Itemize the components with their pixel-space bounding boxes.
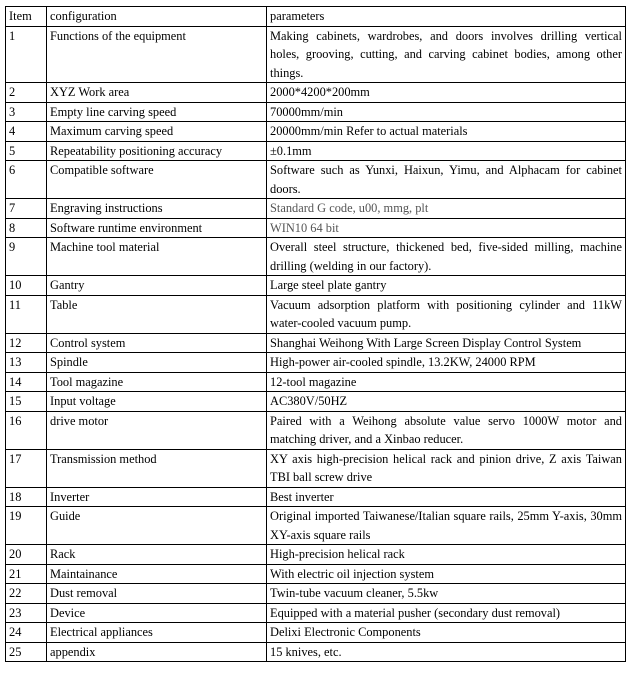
configuration-cell: Inverter: [47, 487, 267, 507]
item-number-cell: 7: [6, 199, 47, 219]
parameters-cell: Paired with a Weihong absolute value servo 1000W motor and matching driver, and a Xinbao reducer.: [267, 411, 626, 449]
header-configuration: configuration: [47, 7, 267, 27]
item-number-cell: 3: [6, 102, 47, 122]
parameters-cell: 70000mm/min: [267, 102, 626, 122]
configuration-cell: Engraving instructions: [47, 199, 267, 219]
parameters-cell: With electric oil injection system: [267, 564, 626, 584]
table-row: [6, 218, 626, 238]
parameters-cell: 20000mm/min Refer to actual materials: [267, 122, 626, 142]
parameters-cell: Shanghai Weihong With Large Screen Display Control System: [267, 333, 626, 353]
table-row: [6, 507, 626, 545]
table-row: [6, 449, 626, 487]
parameters-cell: Best inverter: [267, 487, 626, 507]
table-row: [6, 392, 626, 412]
table-row: [6, 353, 626, 373]
parameters-cell: Large steel plate gantry: [267, 276, 626, 296]
configuration-cell: appendix: [47, 642, 267, 662]
table-row: [6, 411, 626, 449]
item-number-cell: 12: [6, 333, 47, 353]
table-row: [6, 276, 626, 296]
parameters-cell: Software such as Yunxi, Haixun, Yimu, and Alphacam for cabinet doors.: [267, 161, 626, 199]
parameters-cell: ±0.1mm: [267, 141, 626, 161]
table-row: [6, 26, 626, 83]
configuration-cell: Functions of the equipment: [47, 26, 267, 83]
table-header-row: [6, 7, 626, 27]
table-row: [6, 122, 626, 142]
item-number-cell: 15: [6, 392, 47, 412]
configuration-cell: Compatible software: [47, 161, 267, 199]
table-row: [6, 372, 626, 392]
configuration-cell: drive motor: [47, 411, 267, 449]
table-row: [6, 487, 626, 507]
header-item: Item: [6, 7, 47, 27]
item-number-cell: 9: [6, 238, 47, 276]
configuration-cell: XYZ Work area: [47, 83, 267, 103]
item-number-cell: 20: [6, 545, 47, 565]
configuration-cell: Input voltage: [47, 392, 267, 412]
configuration-cell: Rack: [47, 545, 267, 565]
parameters-cell: Making cabinets, wardrobes, and doors involves drilling vertical holes, grooving, cutting, and carving cabinet bodies, among other things.: [267, 26, 626, 83]
parameters-cell: High-precision helical rack: [267, 545, 626, 565]
configuration-cell: Device: [47, 603, 267, 623]
configuration-cell: Tool magazine: [47, 372, 267, 392]
item-number-cell: 4: [6, 122, 47, 142]
table-body: [6, 26, 626, 662]
table-row: [6, 603, 626, 623]
table-row: [6, 83, 626, 103]
table-row: [6, 564, 626, 584]
item-number-cell: 11: [6, 295, 47, 333]
parameters-cell: Twin-tube vacuum cleaner, 5.5kw: [267, 584, 626, 604]
parameters-cell: Overall steel structure, thickened bed, five-sided milling, machine drilling (welding in our factory).: [267, 238, 626, 276]
parameters-cell: Standard G code, u00, mmg, plt: [267, 199, 626, 219]
table-row: [6, 642, 626, 662]
spec-table: [5, 6, 626, 662]
item-number-cell: 2: [6, 83, 47, 103]
parameters-cell: 15 knives, etc.: [267, 642, 626, 662]
item-number-cell: 8: [6, 218, 47, 238]
table-row: [6, 623, 626, 643]
item-number-cell: 18: [6, 487, 47, 507]
configuration-cell: Maximum carving speed: [47, 122, 267, 142]
parameters-cell: Equipped with a material pusher (secondary dust removal): [267, 603, 626, 623]
item-number-cell: 22: [6, 584, 47, 604]
configuration-cell: Software runtime environment: [47, 218, 267, 238]
table-row: [6, 199, 626, 219]
parameters-cell: Original imported Taiwanese/Italian square rails, 25mm Y-axis, 30mm XY-axis square rails: [267, 507, 626, 545]
table-row: [6, 238, 626, 276]
header-parameters: parameters: [267, 7, 626, 27]
table-row: [6, 141, 626, 161]
spec-table-wrapper: [5, 6, 626, 662]
table-row: [6, 584, 626, 604]
parameters-cell: XY axis high-precision helical rack and pinion drive, Z axis Taiwan TBI ball screw drive: [267, 449, 626, 487]
item-number-cell: 16: [6, 411, 47, 449]
configuration-cell: Repeatability positioning accuracy: [47, 141, 267, 161]
parameters-cell: Vacuum adsorption platform with positioning cylinder and 11kW water-cooled vacuum pump.: [267, 295, 626, 333]
item-number-cell: 1: [6, 26, 47, 83]
item-number-cell: 5: [6, 141, 47, 161]
configuration-cell: Machine tool material: [47, 238, 267, 276]
table-row: [6, 102, 626, 122]
table-row: [6, 295, 626, 333]
configuration-cell: Gantry: [47, 276, 267, 296]
table-row: [6, 545, 626, 565]
item-number-cell: 19: [6, 507, 47, 545]
item-number-cell: 23: [6, 603, 47, 623]
parameters-cell: WIN10 64 bit: [267, 218, 626, 238]
configuration-cell: Maintainance: [47, 564, 267, 584]
parameters-cell: 12-tool magazine: [267, 372, 626, 392]
configuration-cell: Dust removal: [47, 584, 267, 604]
configuration-cell: Transmission method: [47, 449, 267, 487]
configuration-cell: Electrical appliances: [47, 623, 267, 643]
parameters-cell: 2000*4200*200mm: [267, 83, 626, 103]
parameters-cell: High-power air-cooled spindle, 13.2KW, 24000 RPM: [267, 353, 626, 373]
item-number-cell: 10: [6, 276, 47, 296]
table-row: [6, 161, 626, 199]
configuration-cell: Control system: [47, 333, 267, 353]
item-number-cell: 14: [6, 372, 47, 392]
configuration-cell: Spindle: [47, 353, 267, 373]
configuration-cell: Empty line carving speed: [47, 102, 267, 122]
configuration-cell: Table: [47, 295, 267, 333]
parameters-cell: AC380V/50HZ: [267, 392, 626, 412]
parameters-cell: Delixi Electronic Components: [267, 623, 626, 643]
item-number-cell: 21: [6, 564, 47, 584]
item-number-cell: 17: [6, 449, 47, 487]
item-number-cell: 6: [6, 161, 47, 199]
table-row: [6, 333, 626, 353]
item-number-cell: 24: [6, 623, 47, 643]
configuration-cell: Guide: [47, 507, 267, 545]
item-number-cell: 13: [6, 353, 47, 373]
item-number-cell: 25: [6, 642, 47, 662]
